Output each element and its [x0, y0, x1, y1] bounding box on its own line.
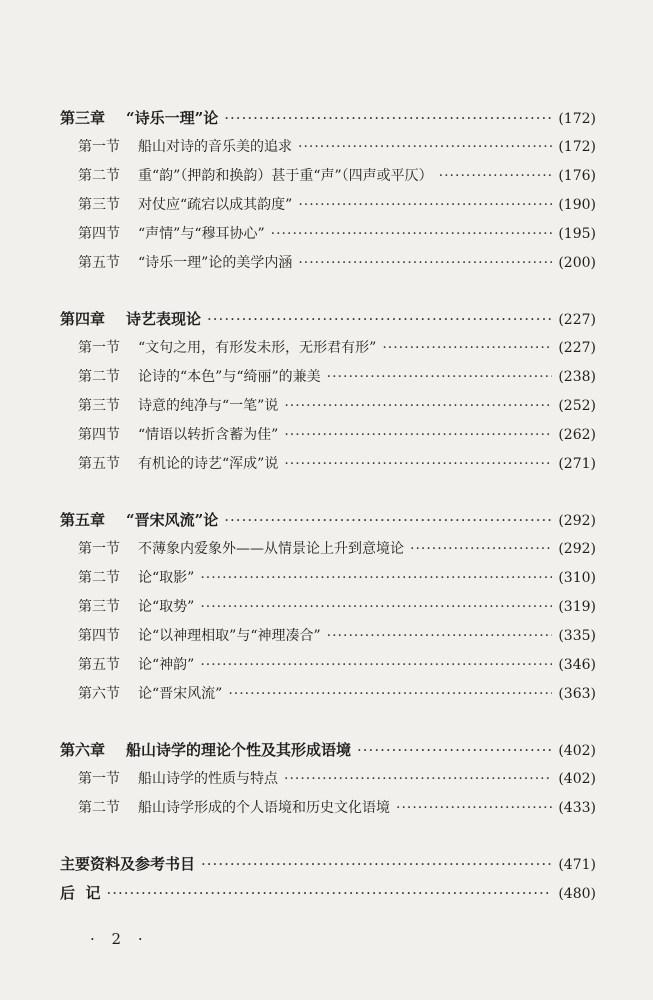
- toc-section[interactable]: [60, 363, 596, 392]
- chapter-title: 诗艺表现论: [126, 310, 202, 328]
- page-ref: (319): [558, 599, 596, 615]
- page-ref: (471): [558, 857, 596, 873]
- dot-leader: [382, 334, 552, 363]
- section-title: 船山诗学的性质与特点: [138, 771, 278, 787]
- dot-leader: [207, 305, 552, 334]
- dot-leader: [298, 191, 552, 220]
- dot-leader: [410, 535, 552, 564]
- page-ref: (310): [558, 570, 596, 586]
- section-title: “诗乐一理”论的美学内涵: [138, 255, 293, 271]
- table-of-contents: [60, 104, 596, 908]
- chapter-title: “诗乐一理”论: [126, 109, 219, 127]
- dot-leader: [284, 765, 552, 794]
- chapter-title: 船山诗学的理论个性及其形成语境: [126, 741, 352, 759]
- section-title: 重“韵”（押韵和换韵）甚于重“声”（四声或平仄）: [138, 168, 433, 184]
- page-ref: (172): [558, 139, 596, 155]
- page-ref: (262): [558, 427, 596, 443]
- page-ref: (227): [558, 312, 596, 328]
- toc-chapter-6[interactable]: [60, 736, 596, 765]
- toc-section[interactable]: [60, 535, 596, 564]
- toc-section[interactable]: [60, 421, 596, 450]
- dot-leader: [396, 794, 552, 823]
- toc-afterword[interactable]: [60, 879, 596, 908]
- page-ref: (292): [558, 541, 596, 557]
- page-ref: (402): [558, 771, 596, 787]
- back-matter-title: 后 记: [60, 884, 101, 902]
- dot-leader: [327, 622, 553, 651]
- dot-leader: [200, 651, 552, 680]
- page-ref: (271): [558, 456, 596, 472]
- dot-leader: [284, 421, 552, 450]
- toc-section[interactable]: [60, 651, 596, 680]
- dot-leader: [201, 850, 552, 879]
- section-title: 船山诗学形成的个人语境和历史文化语境: [138, 800, 390, 816]
- dot-leader: [298, 133, 552, 162]
- section-title: 论“以神理相取”与“神理凑合”: [138, 628, 321, 644]
- section-title: 对仗应“疏宕以成其韵度”: [138, 197, 293, 213]
- section-number: 第五节: [78, 255, 120, 271]
- page-ref: (292): [558, 513, 596, 529]
- dot-leader: [298, 249, 552, 278]
- section-number: 第四节: [78, 226, 120, 242]
- dot-leader: [200, 564, 552, 593]
- chapter-title: “晋宋风流”论: [126, 511, 219, 529]
- toc-section[interactable]: [60, 191, 596, 220]
- chapter-number: 第四章: [60, 310, 106, 328]
- section-title: 有机论的诗艺“浑成”说: [138, 456, 279, 472]
- section-title: 论“晋宋风流”: [138, 686, 223, 702]
- page-ref: (172): [558, 111, 596, 127]
- dot-leader: [106, 879, 552, 908]
- chapter-spacer: [60, 479, 596, 506]
- section-number: 第五节: [78, 456, 120, 472]
- toc-section[interactable]: [60, 794, 596, 823]
- section-title: “情语以转折含蓄为佳”: [138, 427, 279, 443]
- toc-chapter-5[interactable]: [60, 506, 596, 535]
- dot-leader: [200, 593, 552, 622]
- toc-section[interactable]: [60, 249, 596, 278]
- toc-section[interactable]: [60, 765, 596, 794]
- section-number: 第三节: [78, 197, 120, 213]
- section-number: 第四节: [78, 628, 120, 644]
- section-number: 第二节: [78, 800, 120, 816]
- dot-leader: [271, 220, 553, 249]
- chapter-number: 第三章: [60, 109, 106, 127]
- page-ref: (346): [558, 657, 596, 673]
- page-ref: (480): [558, 886, 596, 902]
- section-number: 第二节: [78, 369, 120, 385]
- toc-chapter-3[interactable]: [60, 104, 596, 133]
- toc-section[interactable]: [60, 450, 596, 479]
- section-title: 论诗的“本色”与“绮丽”的兼美: [138, 369, 321, 385]
- toc-chapter-4[interactable]: [60, 305, 596, 334]
- back-matter-title: 主要资料及参考书目: [60, 855, 196, 873]
- chapter-number: 第五章: [60, 511, 106, 529]
- section-title: 论“取影”: [138, 570, 195, 586]
- section-number: 第一节: [78, 541, 120, 557]
- dot-leader: [439, 162, 553, 191]
- dot-leader: [284, 392, 552, 421]
- chapter-number: 第六章: [60, 741, 106, 759]
- page-ref: (238): [558, 369, 596, 385]
- dot-leader: [224, 506, 552, 535]
- section-number: 第三节: [78, 398, 120, 414]
- dot-leader: [357, 736, 552, 765]
- toc-references[interactable]: [60, 850, 596, 879]
- chapter-spacer: [60, 278, 596, 305]
- toc-section[interactable]: [60, 392, 596, 421]
- section-title: “文句之用，有形发未形，无形君有形”: [138, 340, 377, 356]
- section-number: 第二节: [78, 570, 120, 586]
- page-number: · 2 ·: [90, 930, 149, 948]
- section-number: 第一节: [78, 340, 120, 356]
- page-ref: (227): [558, 340, 596, 356]
- page-ref: (363): [558, 686, 596, 702]
- toc-section[interactable]: [60, 622, 596, 651]
- section-number: 第一节: [78, 139, 120, 155]
- section-number: 第四节: [78, 427, 120, 443]
- dot-leader: [327, 363, 553, 392]
- section-number: 第一节: [78, 771, 120, 787]
- toc-section[interactable]: [60, 593, 596, 622]
- dot-leader: [224, 104, 552, 133]
- section-title: “声情”与“穆耳协心”: [138, 226, 265, 242]
- chapter-spacer: [60, 709, 596, 736]
- section-number: 第二节: [78, 168, 120, 184]
- section-title: 不薄象内爱象外——从情景论上升到意境论: [138, 541, 404, 557]
- page-ref: (252): [558, 398, 596, 414]
- chapter-spacer: [60, 823, 596, 850]
- page-ref: (195): [558, 226, 596, 242]
- toc-section[interactable]: [60, 564, 596, 593]
- page-ref: (190): [558, 197, 596, 213]
- toc-section[interactable]: [60, 220, 596, 249]
- toc-section[interactable]: [60, 680, 596, 709]
- section-number: 第五节: [78, 657, 120, 673]
- dot-leader: [284, 450, 552, 479]
- page-ref: (402): [558, 743, 596, 759]
- toc-section[interactable]: [60, 133, 596, 162]
- page-ref: (433): [558, 800, 596, 816]
- section-number: 第六节: [78, 686, 120, 702]
- toc-section[interactable]: [60, 162, 596, 191]
- page-ref: (335): [558, 628, 596, 644]
- section-title: 论“取势”: [138, 599, 195, 615]
- section-title: 诗意的纯净与“一笔”说: [138, 398, 279, 414]
- dot-leader: [228, 680, 552, 709]
- toc-section[interactable]: [60, 334, 596, 363]
- section-title: 船山对诗的音乐美的追求: [138, 139, 292, 155]
- page-ref: (200): [558, 255, 596, 271]
- section-title: 论“神韵”: [138, 657, 195, 673]
- page-ref: (176): [558, 168, 596, 184]
- section-number: 第三节: [78, 599, 120, 615]
